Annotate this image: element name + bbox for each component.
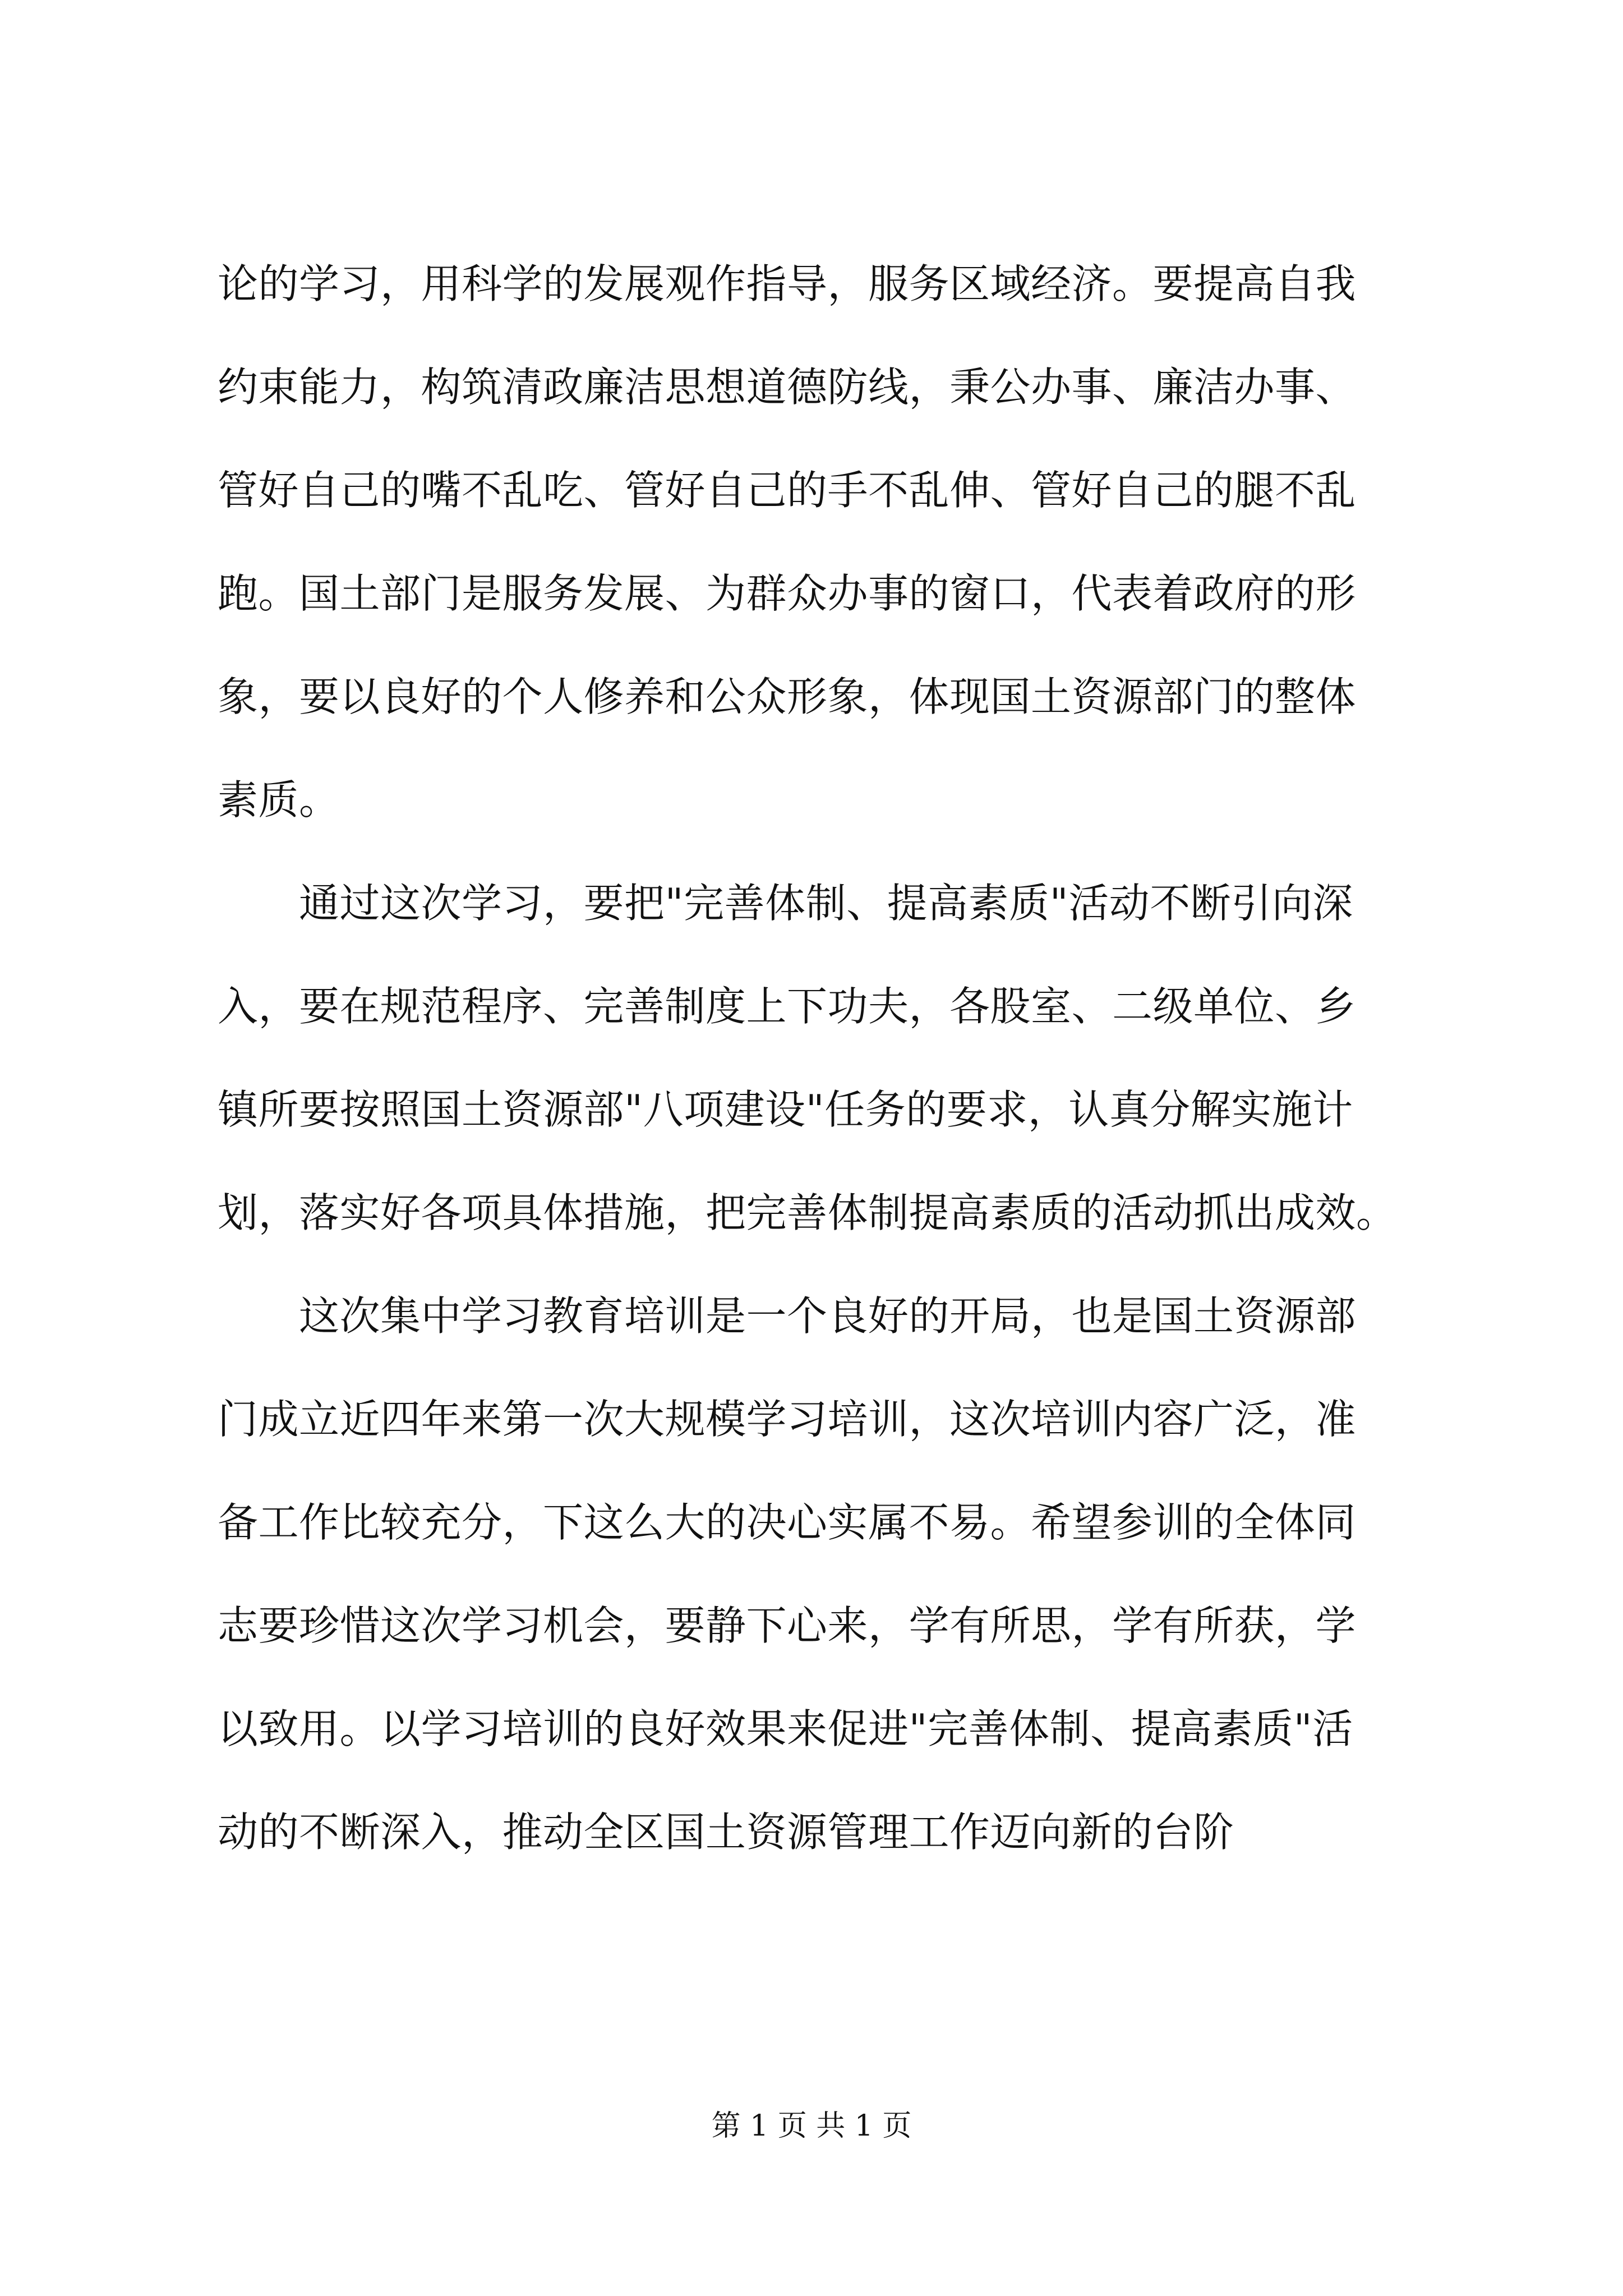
text-line: 动的不断深入，推动全区国土资源管理工作迈向新的台阶 — [218, 1809, 1234, 1856]
text-line: 镇所要按照国土资源部"八项建设"任务的要求，认真分解实施计 — [218, 1086, 1353, 1133]
paragraph-2 — [218, 880, 1418, 1236]
text-line: 备工作比较充分，下这么大的决心实属不易。希望参训的全体同 — [218, 1499, 1357, 1546]
text-line: 这次集中学习教育培训是一个良好的开局，也是国土资源部 — [218, 1292, 1357, 1340]
text-line: 论的学习，用科学的发展观作指导，服务区域经济。要提高自我 — [218, 260, 1357, 307]
page-number-footer: 第 1 页 共 1 页 — [711, 2109, 912, 2143]
text-line: 素质。 — [218, 776, 340, 823]
document-body — [218, 260, 1418, 1915]
paragraph-3 — [218, 1292, 1418, 1856]
text-line: 约束能力，构筑清政廉洁思想道德防线，秉公办事、廉洁办事、 — [218, 364, 1357, 411]
text-line: 以致用。以学习培训的良好效果来促进"完善体制、提高素质"活 — [218, 1705, 1353, 1752]
text-line: 跑。国土部门是服务发展、为群众办事的窗口，代表着政府的形 — [218, 570, 1357, 617]
text-line: 划，落实好各项具体措施，把完善体制提高素质的活动抓出成效。 — [218, 1189, 1397, 1236]
text-line: 象，要以良好的个人修养和公众形象，体现国土资源部门的整体 — [218, 673, 1357, 720]
text-line: 志要珍惜这次学习机会，要静下心来，学有所思，学有所获，学 — [218, 1602, 1357, 1649]
text-line: 门成立近四年来第一次大规模学习培训，这次培训内容广泛，准 — [218, 1396, 1357, 1443]
text-line: 通过这次学习，要把"完善体制、提高素质"活动不断引向深 — [218, 880, 1353, 927]
paragraph-1 — [218, 260, 1418, 823]
text-line: 管好自己的嘴不乱吃、管好自己的手不乱伸、管好自己的腿不乱 — [218, 467, 1357, 514]
text-line: 入，要在规范程序、完善制度上下功夫，各股室、二级单位、乡 — [218, 983, 1357, 1030]
